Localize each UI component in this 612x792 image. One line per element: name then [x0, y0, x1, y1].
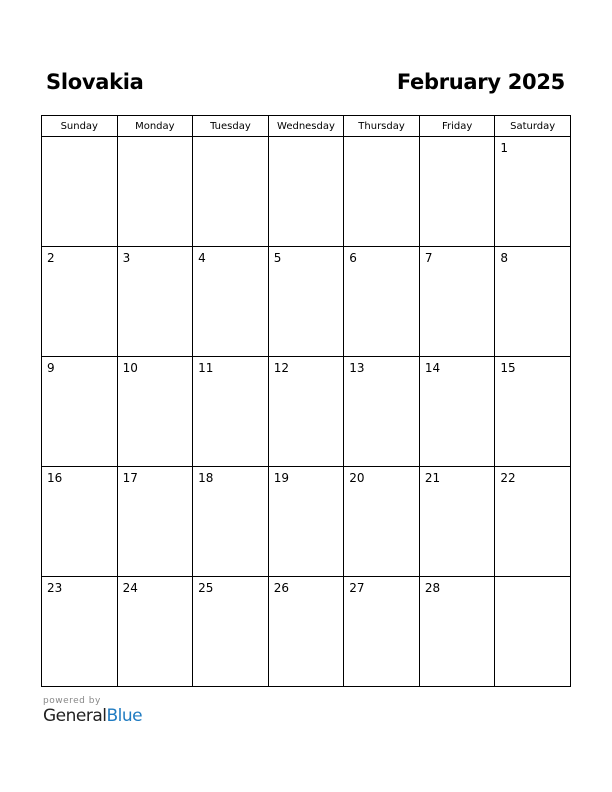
day-number: [495, 577, 570, 581]
day-number: 23: [47, 581, 63, 595]
day-number: 24: [122, 581, 138, 595]
day-cell: [268, 467, 344, 577]
week-row: [42, 247, 571, 357]
day-number: 25: [198, 581, 214, 595]
day-cell: [193, 357, 269, 467]
day-cell: [42, 247, 118, 357]
day-number: [269, 137, 344, 141]
day-number: 27: [349, 581, 365, 595]
footer-branding: [43, 696, 142, 726]
day-cell: [117, 467, 193, 577]
day-number: 14: [424, 361, 441, 375]
day-cell: [42, 137, 118, 247]
generalblue-logo: [43, 706, 142, 726]
day-cell: [495, 467, 571, 577]
day-number: 20: [349, 471, 365, 485]
calendar-grid: [41, 115, 571, 687]
day-cell: [193, 137, 269, 247]
day-number: 12: [273, 361, 289, 375]
brand-general: General: [43, 706, 107, 726]
day-cell: [268, 357, 344, 467]
weekday-saturday: Saturday: [495, 116, 571, 137]
day-cell: [344, 577, 420, 687]
day-cell: [268, 137, 344, 247]
day-number: [420, 137, 495, 141]
day-cell: [193, 467, 269, 577]
day-cell: [419, 357, 495, 467]
day-number: 3: [122, 251, 131, 265]
weekday-header-row: [42, 116, 571, 137]
week-row: [42, 137, 571, 247]
day-cell: [193, 577, 269, 687]
day-number: 16: [47, 471, 63, 485]
day-cell: [495, 137, 571, 247]
day-number: 4: [198, 251, 206, 265]
day-number: 8: [500, 251, 509, 265]
day-number: 2: [47, 251, 55, 265]
day-number: 22: [500, 471, 516, 485]
day-cell: [344, 467, 420, 577]
day-cell: [193, 247, 269, 357]
day-cell: [419, 467, 495, 577]
day-cell: [495, 247, 571, 357]
weekday-monday: Monday: [117, 116, 193, 137]
day-cell: [117, 247, 193, 357]
day-number: 15: [500, 361, 516, 375]
day-cell: [268, 577, 344, 687]
day-number: 7: [424, 251, 433, 265]
day-cell: [268, 247, 344, 357]
weekday-tuesday: Tuesday: [193, 116, 269, 137]
day-number: [193, 137, 268, 141]
weekday-wednesday: Wednesday: [268, 116, 344, 137]
day-cell: [344, 357, 420, 467]
day-number: 26: [273, 581, 289, 595]
country-title: Slovakia: [46, 70, 144, 94]
day-number: [344, 137, 419, 141]
day-number: 5: [273, 251, 282, 265]
day-cell: [42, 357, 118, 467]
day-number: 11: [198, 361, 214, 375]
day-number: 17: [122, 471, 138, 485]
day-number: 21: [424, 471, 441, 485]
day-cell: [419, 247, 495, 357]
day-number: 19: [273, 471, 289, 485]
weekday-sunday: Sunday: [42, 116, 118, 137]
brand-blue: Blue: [106, 706, 143, 726]
week-row: [42, 577, 571, 687]
day-number: 18: [198, 471, 214, 485]
day-number: 13: [349, 361, 365, 375]
day-number: 1: [500, 141, 509, 155]
weekday-friday: Friday: [419, 116, 495, 137]
month-year-title: February 2025: [396, 70, 565, 94]
day-number: 10: [122, 361, 138, 375]
day-cell: [117, 577, 193, 687]
day-cell: [42, 467, 118, 577]
week-row: [42, 357, 571, 467]
weekday-thursday: Thursday: [344, 116, 420, 137]
powered-by-label: powered by: [43, 696, 101, 706]
day-number: 28: [424, 581, 441, 595]
day-number: [42, 137, 117, 141]
day-cell: [117, 357, 193, 467]
day-cell: [344, 137, 420, 247]
day-cell: [117, 137, 193, 247]
day-cell: [495, 577, 571, 687]
day-number: [118, 137, 193, 141]
day-number: 6: [349, 251, 357, 265]
day-cell: [419, 577, 495, 687]
day-cell: [42, 577, 118, 687]
day-cell: [419, 137, 495, 247]
day-number: 9: [47, 361, 55, 375]
day-cell: [344, 247, 420, 357]
week-row: [42, 467, 571, 577]
day-cell: [495, 357, 571, 467]
